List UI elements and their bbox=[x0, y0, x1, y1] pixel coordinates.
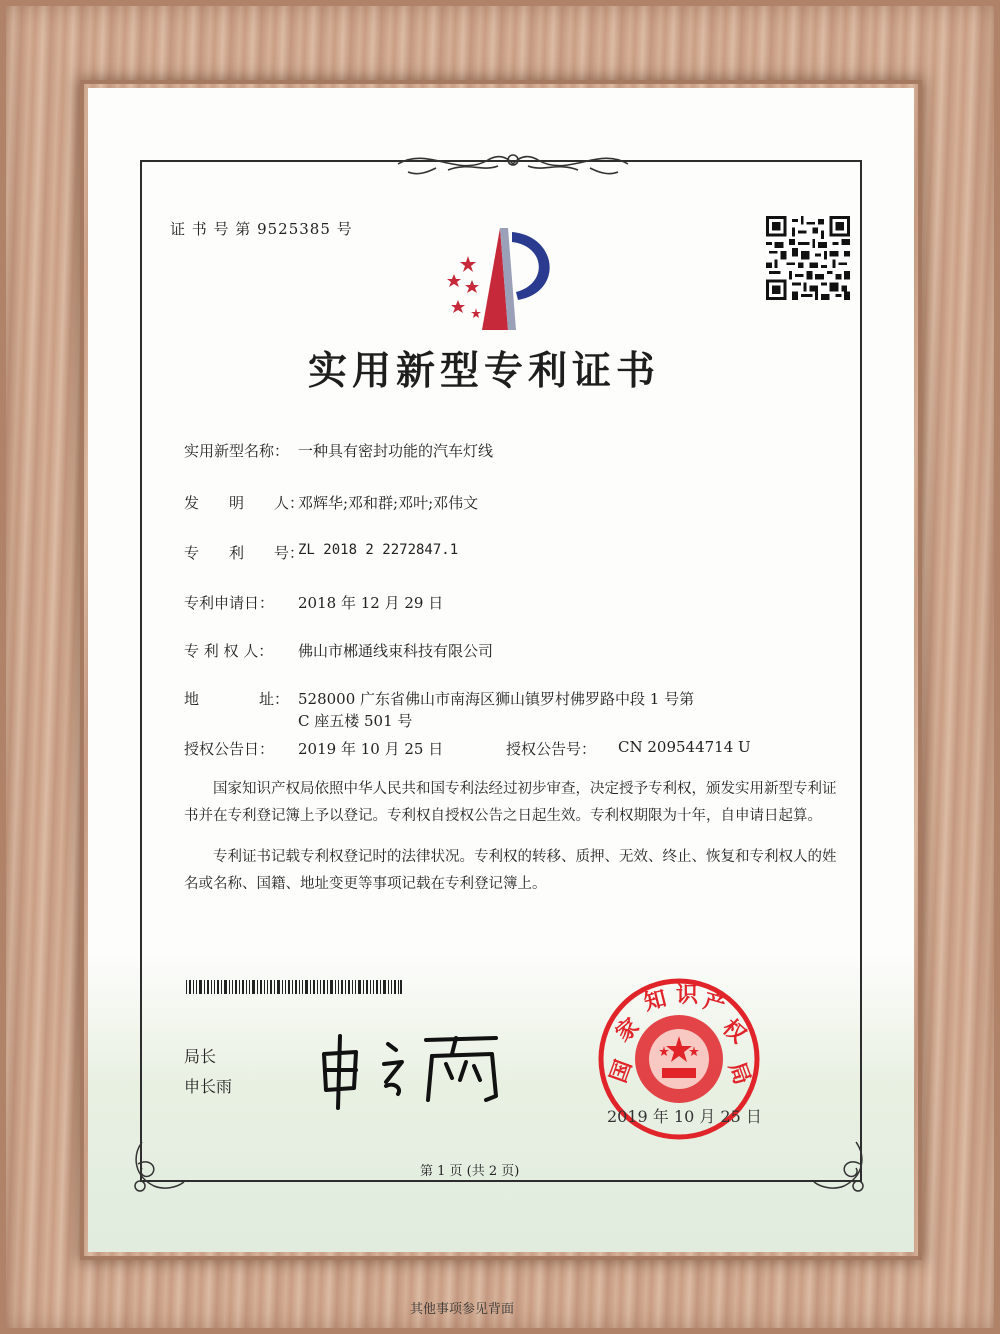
svg-text:产: 产 bbox=[700, 987, 729, 1019]
statement-paragraph-1: 国家知识产权局依照中华人民共和国专利法经过初步审查，决定授予专利权，颁发实用新型专利证书并在专利登记簿上予以登记。专利权自授权公告之日起生效。专利权期限为十年，自申请日起算。 bbox=[184, 781, 837, 824]
bottom-left-ornament-icon bbox=[124, 1136, 194, 1196]
name-value: 一种具有密封功能的汽车灯线 bbox=[298, 442, 494, 460]
svg-text:局: 局 bbox=[723, 1058, 756, 1089]
inventor-label: 发 明 人： bbox=[184, 494, 305, 512]
svg-text:家: 家 bbox=[610, 1013, 645, 1048]
statement-paragraph-2: 专利证书记载专利权登记时的法律状况。专利权的转移、质押、无效、终止、恢复和专利权人的姓名或名称、国籍、地址变更等事项记载在专利登记簿上。 bbox=[184, 849, 837, 892]
bottom-right-ornament-icon bbox=[804, 1136, 874, 1196]
application-date-value: 2018 年 12 月 29 日 bbox=[298, 594, 444, 612]
address-value-line-2: C 座五楼 501 号 bbox=[298, 712, 413, 730]
inventor-value: 邓辉华;邓和群;邓叶;邓伟文 bbox=[298, 494, 479, 512]
director-name: 申长雨 bbox=[184, 1077, 233, 1096]
seal-date: 2019 年 10 月 25 日 bbox=[607, 1107, 762, 1126]
svg-text:国: 国 bbox=[605, 1056, 638, 1087]
certificate-title: 实用新型专利证书 bbox=[308, 348, 661, 394]
certificate-paper bbox=[88, 88, 914, 1317]
director-title: 局长 bbox=[184, 1047, 217, 1066]
top-ornament-icon bbox=[388, 142, 638, 182]
certificate-number: 证 书 号 第 9525385 号 bbox=[170, 220, 353, 238]
cnipa-logo-icon bbox=[438, 222, 578, 332]
page-info: 第 1 页 (共 2 页) bbox=[420, 1164, 520, 1179]
svg-text:知: 知 bbox=[641, 985, 670, 1017]
grant-date-value: 2019 年 10 月 25 日 bbox=[298, 740, 444, 758]
patentee-label: 专 利 权 人： bbox=[184, 642, 274, 660]
patent-number-label: 专 利 号： bbox=[184, 544, 305, 562]
address-value-line-1: 528000 广东省佛山市南海区狮山镇罗村佛罗路中段 1 号第 bbox=[298, 690, 695, 708]
grant-number-value: CN 209544714 U bbox=[618, 738, 751, 756]
qr-code-icon bbox=[765, 216, 851, 300]
application-date-label: 专利申请日： bbox=[184, 594, 275, 612]
name-label: 实用新型名称： bbox=[184, 442, 290, 460]
svg-text:识: 识 bbox=[676, 982, 699, 1008]
svg-text:权: 权 bbox=[717, 1014, 751, 1049]
patent-number-value: ZL 2018 2 2272847.1 bbox=[298, 542, 459, 558]
patentee-value: 佛山市郴通线束科技有限公司 bbox=[298, 642, 494, 660]
back-note: 其他事项参见背面 bbox=[410, 1302, 515, 1317]
grant-number-label: 授权公告号： bbox=[506, 740, 597, 758]
director-signature bbox=[316, 1030, 512, 1110]
barcode-icon bbox=[186, 980, 402, 994]
address-label: 地 址： bbox=[184, 690, 290, 708]
grant-date-label: 授权公告日： bbox=[184, 740, 275, 758]
